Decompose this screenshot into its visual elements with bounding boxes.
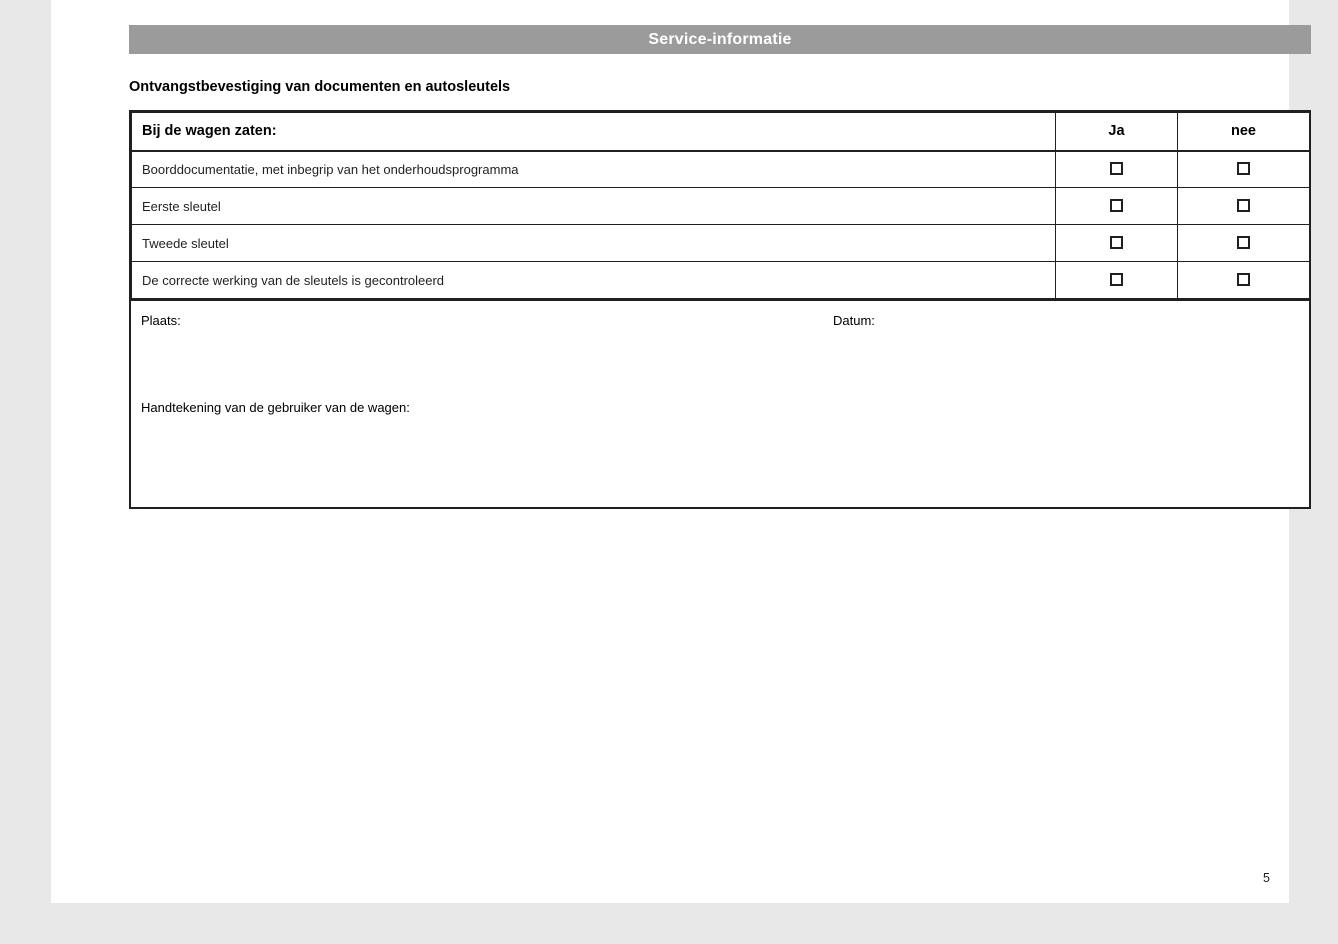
table-header-yes: Ja	[1056, 113, 1178, 151]
signature-label: Handtekening van de gebruiker van de wagen:	[141, 400, 410, 415]
row-label: Eerste sleutel	[132, 188, 1056, 225]
section-heading: Ontvangstbevestiging van documenten en autosleutels	[129, 79, 511, 95]
date-label: Datum:	[833, 313, 875, 328]
checkbox-no[interactable]	[1237, 199, 1250, 212]
checkbox-cell-yes[interactable]	[1056, 262, 1178, 299]
checkbox-cell-yes[interactable]	[1056, 151, 1178, 188]
row-label: Boorddocumentatie, met inbegrip van het onderhoudsprogramma	[132, 151, 1056, 188]
table-row	[132, 151, 1310, 188]
checkbox-yes[interactable]	[1110, 199, 1123, 212]
table-header-no: nee	[1178, 113, 1310, 151]
signature-area	[131, 299, 1309, 507]
table-header-row	[132, 113, 1310, 151]
document-page	[51, 0, 1289, 903]
page-number: 5	[1263, 871, 1270, 885]
checkbox-yes[interactable]	[1110, 273, 1123, 286]
checkbox-cell-no[interactable]	[1178, 225, 1310, 262]
banner-title: Service-informatie	[648, 30, 792, 48]
page-banner	[129, 25, 1311, 54]
row-label: Tweede sleutel	[132, 225, 1056, 262]
checkbox-cell-no[interactable]	[1178, 262, 1310, 299]
checkbox-cell-yes[interactable]	[1056, 188, 1178, 225]
checkbox-no[interactable]	[1237, 236, 1250, 249]
table-row	[132, 188, 1310, 225]
checkbox-yes[interactable]	[1110, 162, 1123, 175]
place-label: Plaats:	[141, 313, 181, 328]
checkbox-no[interactable]	[1237, 162, 1250, 175]
receipt-confirmation-table	[129, 110, 1311, 509]
table-row	[132, 262, 1310, 299]
checkbox-cell-no[interactable]	[1178, 188, 1310, 225]
table-header-label: Bij de wagen zaten:	[132, 113, 1056, 151]
checkbox-yes[interactable]	[1110, 236, 1123, 249]
table-row	[132, 225, 1310, 262]
checkbox-cell-no[interactable]	[1178, 151, 1310, 188]
row-label: De correcte werking van de sleutels is gecontroleerd	[132, 262, 1056, 299]
checkbox-no[interactable]	[1237, 273, 1250, 286]
checkbox-cell-yes[interactable]	[1056, 225, 1178, 262]
